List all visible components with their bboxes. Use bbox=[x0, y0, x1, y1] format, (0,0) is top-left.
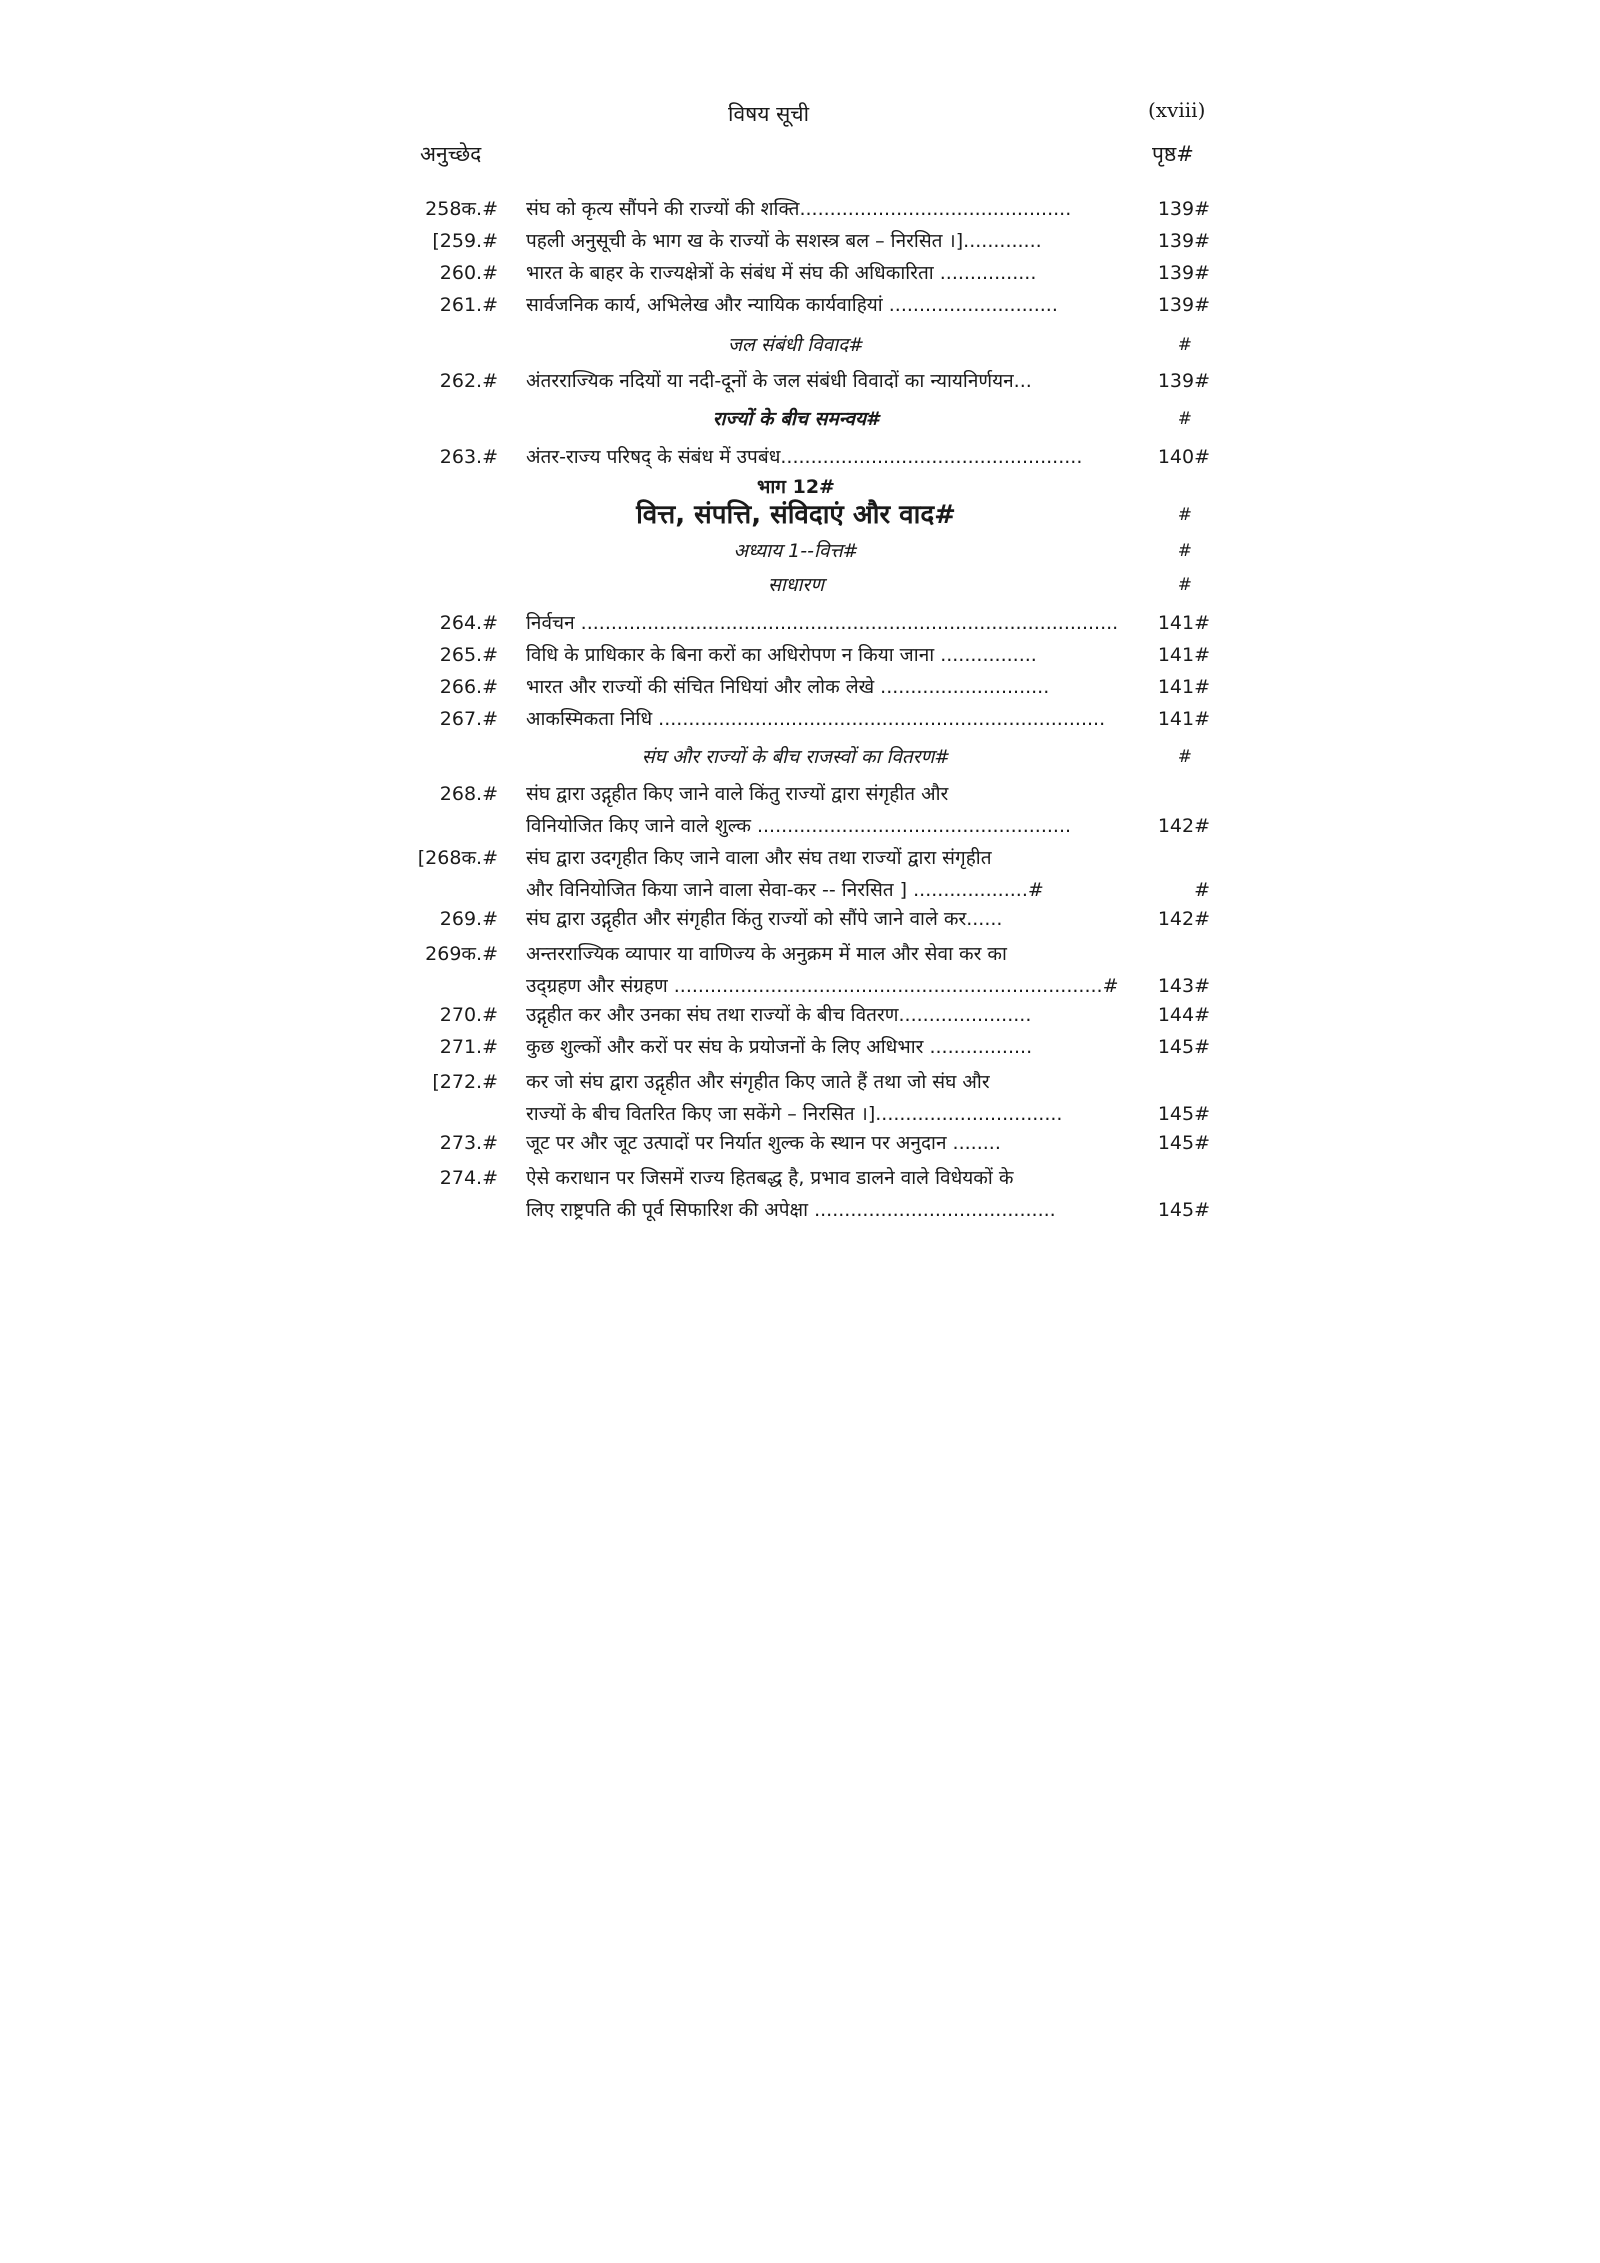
article-title-line: लिए राष्ट्रपति की पूर्व सिफारिश की अपेक्षा ........................................ bbox=[526, 1199, 1056, 1221]
article-title bbox=[526, 1130, 1134, 1156]
article-title bbox=[526, 1034, 1134, 1060]
page-reference: 139# bbox=[1157, 262, 1210, 284]
page-number: (xviii) bbox=[1148, 98, 1206, 122]
article-title-line: निर्वचन ......................................................................................... bbox=[526, 612, 1119, 634]
article-title-line: विधि के प्राधिकार के बिना करों का अधिरोपण न किया जाना ................ bbox=[526, 644, 1037, 666]
page-reference: 139# bbox=[1157, 294, 1210, 316]
column-header-page: पृष्ठ# bbox=[1152, 142, 1194, 166]
article-number: 261.# bbox=[439, 294, 498, 316]
article-title bbox=[526, 674, 1134, 700]
section-heading-mark: # bbox=[1177, 747, 1192, 767]
page-reference: 142# bbox=[1157, 908, 1210, 930]
article-title bbox=[526, 906, 1134, 932]
article-title-line: भारत के बाहर के राज्यक्षेत्रों के संबंध में संघ की अधिकारिता ................ bbox=[526, 262, 1037, 284]
page-reference: 145# bbox=[1157, 1103, 1210, 1125]
article-title bbox=[526, 706, 1134, 732]
section-heading-text: अध्याय 1--वित्त# bbox=[733, 540, 859, 562]
section-heading-mark: # bbox=[1177, 409, 1192, 429]
article-number: 263.# bbox=[439, 446, 498, 468]
article-title-line: और विनियोजित किया जाने वाला सेवा-कर -- निरसित ] ...................# bbox=[526, 879, 1044, 901]
article-number: [268क.# bbox=[417, 847, 498, 869]
page-reference: 140# bbox=[1157, 446, 1210, 468]
article-number: 262.# bbox=[439, 370, 498, 392]
article-title-line: अंतरराज्यिक नदियों या नदी-दूनों के जल संबंधी विवादों का न्यायनिर्णयन... bbox=[526, 370, 1032, 392]
article-title bbox=[526, 368, 1134, 394]
page-reference: 145# bbox=[1157, 1036, 1210, 1058]
article-title bbox=[526, 778, 1134, 842]
article-number: 268.# bbox=[439, 783, 498, 805]
article-title-line: संघ द्वारा उद्गृहीत और संगृहीत किंतु राज्यों को सौंपे जाने वाले कर...... bbox=[526, 908, 1003, 930]
article-title-line: भारत और राज्यों की संचित निधियां और लोक लेखे ............................ bbox=[526, 676, 1050, 698]
article-title-line: राज्यों के बीच वितरित किए जा सकेंगे – निरसित ।]............................... bbox=[526, 1103, 1063, 1125]
article-number: 269क.# bbox=[425, 943, 498, 965]
section-heading-text: भाग 12# bbox=[757, 476, 835, 498]
article-number: 267.# bbox=[439, 708, 498, 730]
article-number: 273.# bbox=[439, 1132, 498, 1154]
article-title bbox=[526, 938, 1134, 1002]
document-title: विषय सूची bbox=[728, 102, 810, 126]
section-heading-text: राज्यों के बीच समन्वय# bbox=[712, 408, 880, 430]
article-title-line: संघ द्वारा उदगृहीत किए जाने वाला और संघ तथा राज्यों द्वारा संगृहीत bbox=[526, 847, 992, 869]
column-header-article: अनुच्छेद bbox=[420, 142, 482, 166]
page-reference: 141# bbox=[1157, 676, 1210, 698]
article-title bbox=[526, 642, 1134, 668]
page-reference: 144# bbox=[1157, 1004, 1210, 1026]
page-reference: # bbox=[1194, 879, 1210, 901]
page-reference: 141# bbox=[1157, 612, 1210, 634]
article-number: 274.# bbox=[439, 1167, 498, 1189]
article-title bbox=[526, 1002, 1134, 1028]
section-heading-text: वित्त, संपत्ति, संविदाएं और वाद# bbox=[636, 500, 956, 530]
section-heading-mark: # bbox=[1177, 505, 1192, 525]
page-reference: 139# bbox=[1157, 198, 1210, 220]
article-title-line: कर जो संघ द्वारा उद्गृहीत और संगृहीत किए जाते हैं तथा जो संघ और bbox=[526, 1071, 990, 1093]
article-title bbox=[526, 196, 1134, 222]
article-title bbox=[526, 842, 1134, 906]
article-number: [259.# bbox=[432, 230, 498, 252]
article-number: 269.# bbox=[439, 908, 498, 930]
article-number: 266.# bbox=[439, 676, 498, 698]
article-title-line: सार्वजनिक कार्य, अभिलेख और न्यायिक कार्यवाहियां ............................ bbox=[526, 294, 1058, 316]
section-heading-mark: # bbox=[1177, 541, 1192, 561]
article-title-line: आकस्मिकता निधि .......................................................................... bbox=[526, 708, 1106, 730]
page-reference: 143# bbox=[1157, 975, 1210, 997]
page-reference: 141# bbox=[1157, 644, 1210, 666]
page-reference: 139# bbox=[1157, 230, 1210, 252]
page-reference: 142# bbox=[1157, 815, 1210, 837]
section-heading-text: जल संबंधी विवाद# bbox=[727, 334, 865, 356]
article-title-line: संघ को कृत्य सौंपने की राज्यों की शक्ति............................................. bbox=[526, 198, 1072, 220]
section-heading-text: संघ और राज्यों के बीच राजस्वों का वितरण# bbox=[641, 746, 951, 768]
page-reference: 141# bbox=[1157, 708, 1210, 730]
section-heading-mark: # bbox=[1177, 335, 1192, 355]
page-reference: 145# bbox=[1157, 1132, 1210, 1154]
article-number: 264.# bbox=[439, 612, 498, 634]
article-title-line: ऐसे कराधान पर जिसमें राज्य हितबद्ध है, प्रभाव डालने वाले विधेयकों के bbox=[526, 1167, 1014, 1189]
article-title-line: अंतर-राज्य परिषद् के संबंध में उपबंध.................................................. bbox=[526, 446, 1083, 468]
page-reference: 145# bbox=[1157, 1199, 1210, 1221]
section-heading-text: साधारण bbox=[768, 574, 824, 596]
page-reference: 139# bbox=[1157, 370, 1210, 392]
article-title bbox=[526, 1162, 1134, 1226]
article-title-line: विनियोजित किए जाने वाले शुल्क .................................................... bbox=[526, 815, 1072, 837]
article-title-line: संघ द्वारा उद्गृहीत किए जाने वाले किंतु राज्यों द्वारा संगृहीत और bbox=[526, 783, 949, 805]
article-title-line: अन्तरराज्यिक व्यापार या वाणिज्य के अनुक्रम में माल और सेवा कर का bbox=[526, 943, 1007, 965]
article-title-line: जूट पर और जूट उत्पादों पर निर्यात शुल्क के स्थान पर अनुदान ........ bbox=[526, 1132, 1001, 1154]
article-title bbox=[526, 292, 1134, 318]
article-number: 265.# bbox=[439, 644, 498, 666]
article-title-line: उद्ग्रहण और संग्रहण .......................................................................# bbox=[526, 975, 1119, 997]
article-title-line: कुछ शुल्कों और करों पर संघ के प्रयोजनों के लिए अधिभार ................. bbox=[526, 1036, 1033, 1058]
article-title-line: पहली अनुसूची के भाग ख के राज्यों के सशस्त्र बल – निरसित ।]............. bbox=[526, 230, 1042, 252]
article-number: 270.# bbox=[439, 1004, 498, 1026]
article-title bbox=[526, 1066, 1134, 1130]
article-number: [272.# bbox=[432, 1071, 498, 1093]
article-title bbox=[526, 444, 1134, 470]
article-title bbox=[526, 228, 1134, 254]
article-number: 258क.# bbox=[425, 198, 498, 220]
article-title bbox=[526, 610, 1134, 636]
article-title bbox=[526, 260, 1134, 286]
article-title-line: उद्गृहीत कर और उनका संघ तथा राज्यों के बीच वितरण...................... bbox=[526, 1004, 1032, 1026]
article-number: 271.# bbox=[439, 1036, 498, 1058]
section-heading-mark: # bbox=[1177, 575, 1192, 595]
article-number: 260.# bbox=[439, 262, 498, 284]
